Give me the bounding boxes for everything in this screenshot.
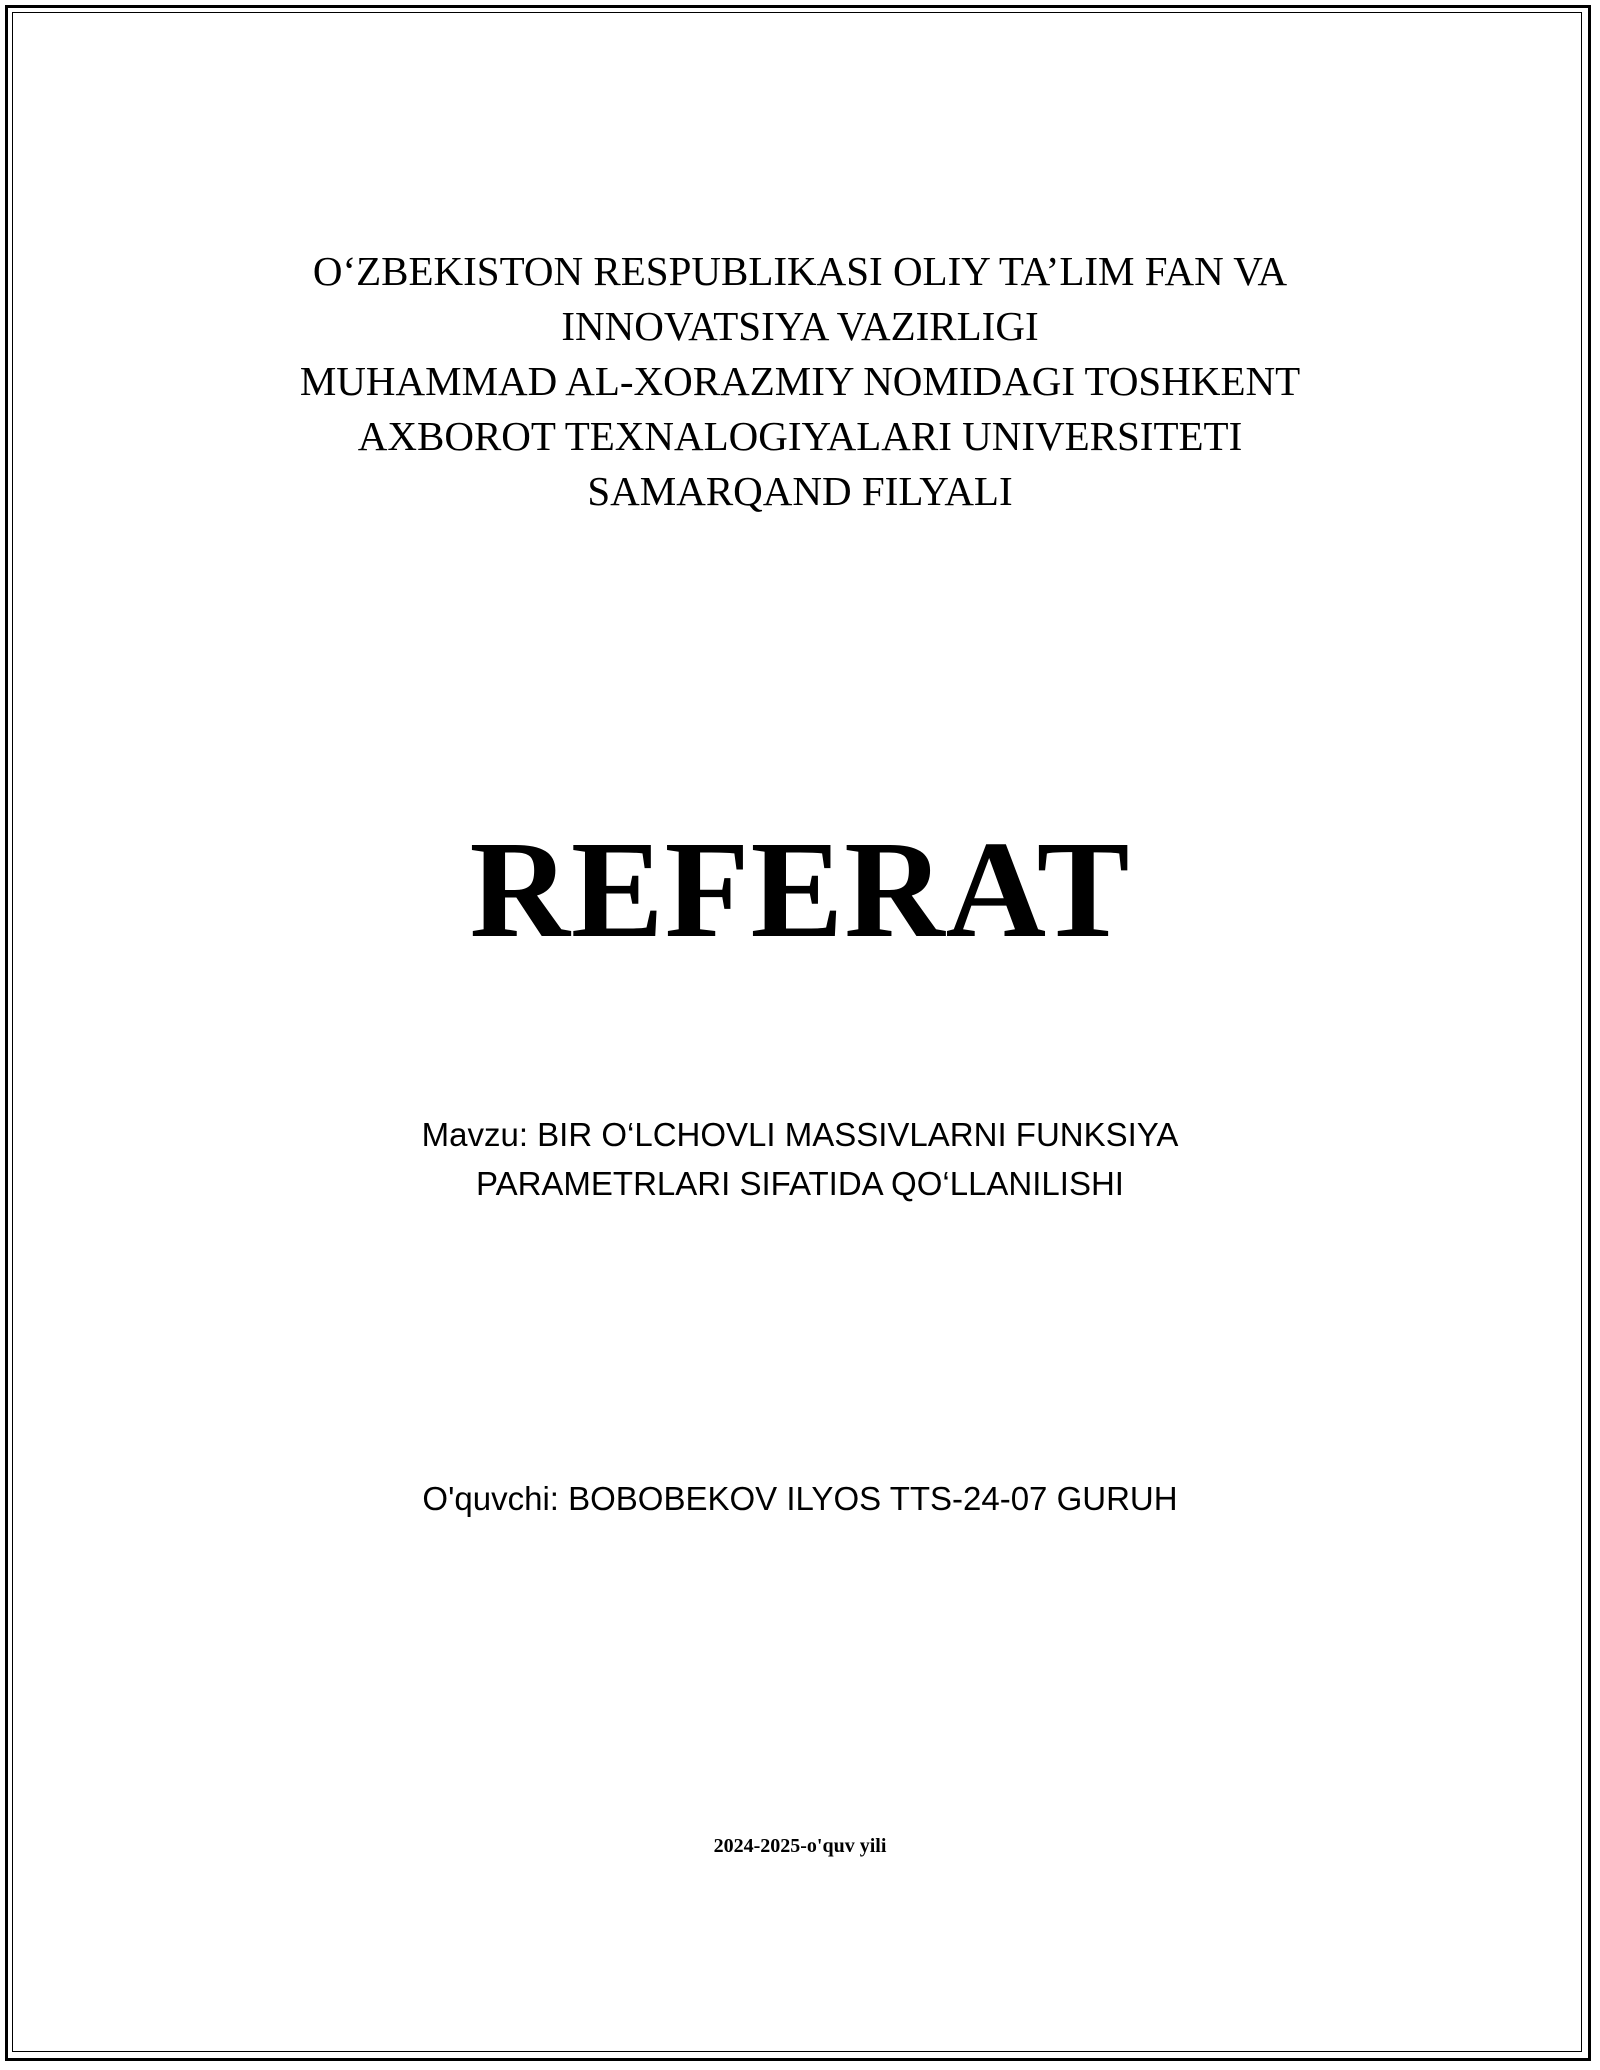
header-line: INNOVATSIYA VAZIRLIGI xyxy=(561,303,1039,349)
header-line: SAMARQAND FILYALI xyxy=(587,468,1013,514)
topic-line: Mavzu: BIR O‘LCHOVLI MASSIVLARNI FUNKSIYA xyxy=(421,1116,1179,1153)
academic-year: 2024-2025-o'quv yili xyxy=(713,1835,887,1857)
document-title: REFERAT xyxy=(469,813,1131,967)
header-line: MUHAMMAD AL-XORAZMIY NOMIDAGI TOSHKENT xyxy=(299,358,1301,404)
student-info: O'quvchi: BOBOBEKOV ILYOS TTS-24-07 GURUH xyxy=(422,1480,1178,1517)
institution-header xyxy=(0,244,1600,519)
header-line: AXBOROT TEXNALOGIYALARI UNIVERSITETI xyxy=(357,413,1243,459)
topic-line: PARAMETRLARI SIFATIDA QO‘LLANILISHI xyxy=(476,1165,1124,1202)
topic-block xyxy=(0,1110,1600,1208)
header-line: O‘ZBEKISTON RESPUBLIKASI OLIY TA’LIM FAN VA xyxy=(312,248,1288,294)
